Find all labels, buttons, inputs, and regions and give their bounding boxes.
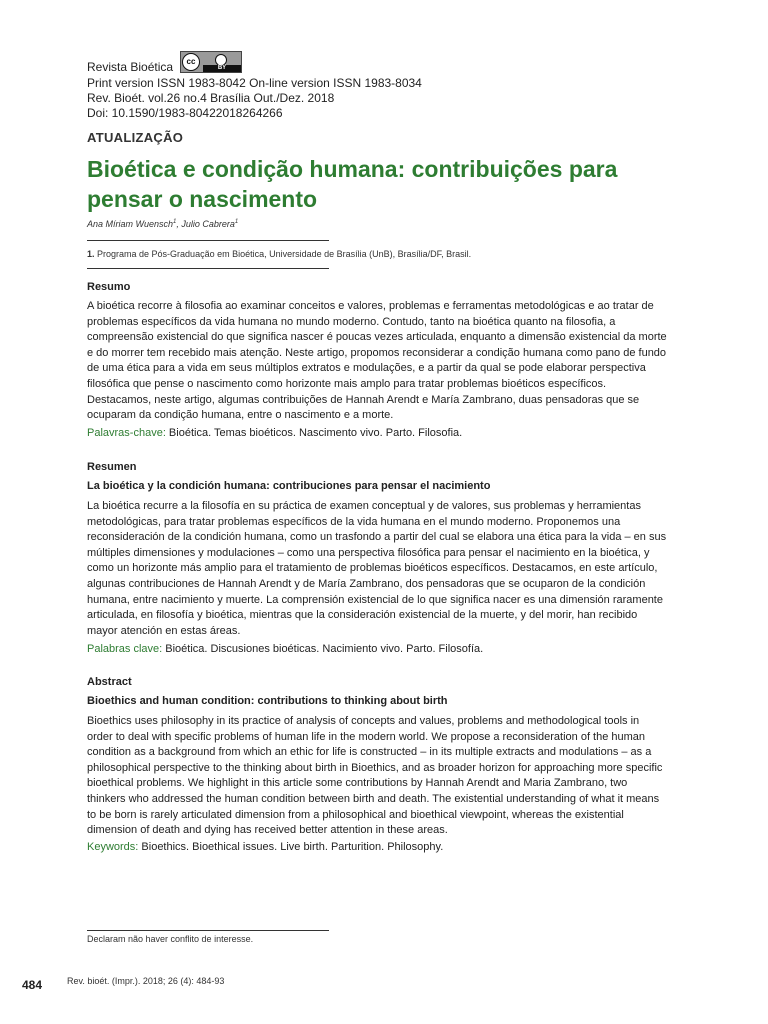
journal-name: Revista Bioética xyxy=(87,60,174,74)
keywords-label: Palavras-chave: xyxy=(87,427,166,439)
section-tag: ATUALIZAÇÃO xyxy=(87,130,184,145)
keywords-label: Keywords: xyxy=(87,841,139,853)
volume-line: Rev. Bioét. vol.26 no.4 Brasília Out./Dez. 2018 xyxy=(87,91,335,105)
affiliation-mark: 1 xyxy=(173,219,177,225)
keywords-text: Bioética. Discusiones bioéticas. Nacimiento vivo. Parto. Filosofía. xyxy=(162,643,484,655)
resumen-keywords xyxy=(87,642,483,657)
abstract-body: Bioethics uses philosophy in its practice of analysis of concepts and values, problems and methodological tools in order to deal with specific problems of human life in the modern world. We propose a reconsideration of the human condition as a background from which an ethic for life is constructed – in its multiple extracts and modulations – as a philosophical perspective to the thinking about birth in Bioethics, and as broader horizon for approaching more specific bioethical problems. We highlight in this article some contributions by Hannah Arendt and Maria Zambrano, two thinkers who addressed the human condition between birth and death. The existential understanding of what it means to be born is rarely articulated dimension from a philosophical and bioethical viewpoint, whereas the existential dimension of death and dying has received better attention in these areas. xyxy=(87,715,663,837)
divider xyxy=(87,268,329,269)
keywords-label: Palabras clave: xyxy=(87,643,163,655)
resumo-body: A bioética recorre à filosofia ao examinar conceitos e valores, problemas e ferramentas metodológicas e ao tratar de problemas específicos da vida humana no mundo moderno. Contudo, tanto na bioética quanto na filosofia, a compreensão existencial do que significa nascer é poucas vezes articulada, enquanto a dimensão existencial da morte e do morrer tem recebido mais atenção. Neste artigo, propomos reconsiderar a condição humana como pano de fundo de uma ética para a vida em seus múltiplos extratos e modulações, e a partir da qual se pode elaborar perspectiva filosófica que pense o nascimento como horizonte mais amplo para tratar problemas bioéticos específicos. Destacamos, neste artigo, algumas contribuições de Hannah Arendt e María Zambrano, duas pensadoras que se ocuparam da condição humana, entre o nascimento e a morte. xyxy=(87,300,667,422)
resumen-heading: Resumen xyxy=(87,461,137,473)
abstract-keywords xyxy=(87,840,443,855)
affiliation-text: Programa de Pós-Graduação em Bioética, Universidade de Brasília (UnB), Brasília/DF, Brasil. xyxy=(94,249,472,259)
author-name: Ana Míriam Wuensch xyxy=(87,219,174,229)
article-title: Bioética e condição humana: contribuições para pensar o nascimento xyxy=(87,156,618,212)
keywords-text: Bioethics. Bioethical issues. Live birth. Parturition. Philosophy. xyxy=(138,841,444,853)
cc-by-icon xyxy=(180,51,242,73)
journal-citation: Rev. bioét. (Impr.). 2018; 26 (4): 484-93 xyxy=(67,976,225,986)
cc-label: cc xyxy=(182,53,200,71)
abstract-subtitle: Bioethics and human condition: contributions to thinking about birth xyxy=(87,695,448,707)
footnote-divider xyxy=(87,930,329,931)
resumen-body: La bioética recurre a la filosofía en su práctica de examen conceptual y de valores, sus problemas y herramientas metodológicas, para tratar problemas específicos de la vida humana en el mundo moderno. Proponemos una reconsideración de la condición humana, como un trasfondo a partir del cual se elabora una ética para la vida – en sus múltiples dimensiones y modulaciones – como una perspectiva filosófica para pensar el nacimiento en la bioética, y como un horizonte más amplio para el tratamiento de problemas bioéticos específicos. Destacamos, en este artículo, algunas contribuciones de Hannah Arendt y de María Zambrano, dos pensadoras que se ocuparon de la condición humana, entre nacimiento y muerte. La comprensión existencial de lo que significa nacer es una dimensión raramente articulada, en filosofía y bioética, mientras que la consideración existencial de la muerte, y del morir, han recibido mayor atención en estas áreas. xyxy=(87,500,667,637)
doi-line: Doi: 10.1590/1983-80422018264266 xyxy=(87,106,283,120)
resumo-heading: Resumo xyxy=(87,281,131,293)
resumo-keywords xyxy=(87,426,462,441)
authors xyxy=(87,219,238,229)
author-name: Julio Cabrera xyxy=(181,219,235,229)
abstract-heading: Abstract xyxy=(87,676,132,688)
keywords-text: Bioética. Temas bioéticos. Nascimento vivo. Parto. Filosofia. xyxy=(165,427,463,439)
conflict-footnote: Declaram não haver conflito de interesse. xyxy=(87,934,254,944)
issn-line: Print version ISSN 1983-8042 On-line version ISSN 1983-8034 xyxy=(87,76,422,90)
affiliation xyxy=(87,249,471,259)
affiliation-mark: 1 xyxy=(234,219,239,225)
divider xyxy=(87,240,329,241)
author-separator: , xyxy=(176,219,182,229)
by-label: BY xyxy=(203,65,241,72)
resumen-subtitle: La bioética y la condición humana: contribuciones para pensar el nacimiento xyxy=(87,480,491,492)
page-number: 484 xyxy=(22,978,43,992)
affiliation-number: 1. xyxy=(87,249,95,259)
